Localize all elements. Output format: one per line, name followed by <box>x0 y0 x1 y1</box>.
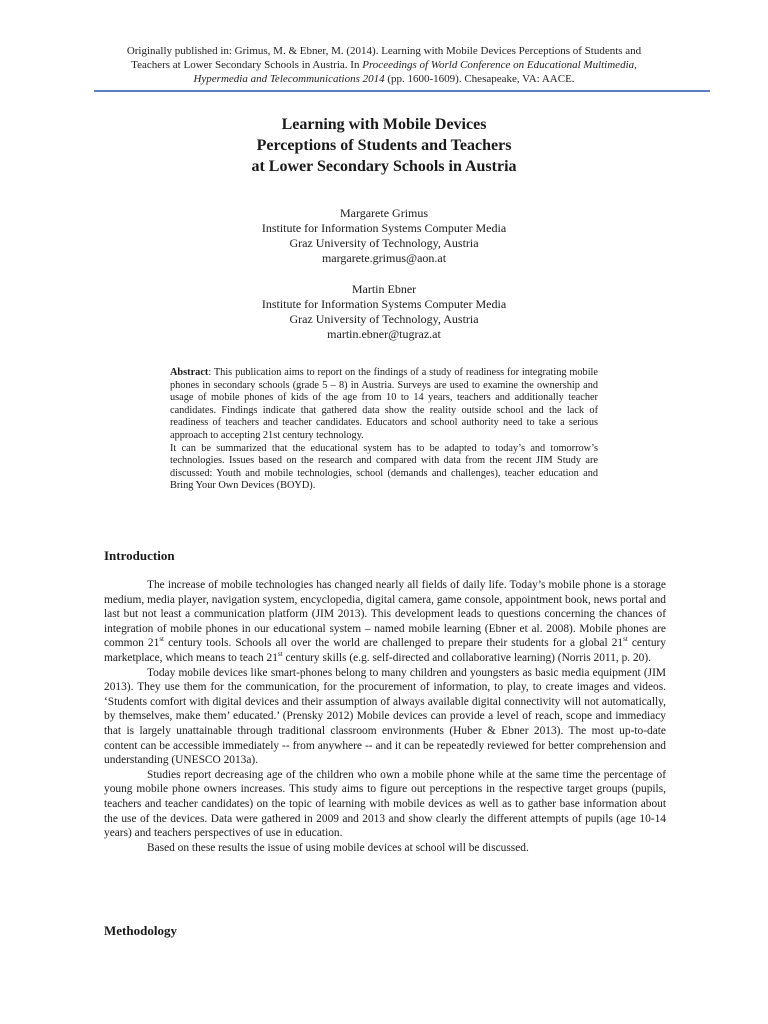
author-name: Martin Ebner <box>351 282 417 296</box>
section-heading-introduction: Introduction <box>104 548 175 563</box>
author-institute: Institute for Information Systems Computer Media <box>261 297 507 311</box>
section-heading-methodology: Methodology <box>104 923 177 938</box>
citation-proceedings: Proceedings of World Conference on Educational Multimedia, <box>362 59 637 71</box>
author-email[interactable]: margarete.grimus@aon.at <box>321 251 447 265</box>
body-paragraph-3: Studies report decreasing age of the children who own a mobile phone while at the same time the percentage of young mobile phone owners increases. This study aims to figure out perceptions in the respective target groups (pupils, teachers and teacher candidates) on the topic of learning with mobile devices as well as to gather base information about the use of the devices. Data were gathered in 2009 and 2013 and show clearly the different attempts of pupils (age 10-14 years) and teachers perspectives of use in education. <box>104 768 666 840</box>
p1-text-c: century marketplace, which means to teach 21 <box>104 637 667 664</box>
p1-text-d: century skills (e.g. self-directed and collaborative learning) (Norris 2011, p. 20). <box>282 651 652 664</box>
citation-pages: (pp. 1600-1609). Chesapeake, VA: AACE. <box>384 73 575 85</box>
superscript-st: st <box>277 650 283 659</box>
citation-line-1: Originally published in: Grimus, M. & Ebner, M. (2014). Learning with Mobile Devices Perceptions of Students and <box>126 45 642 57</box>
abstract-para-1 <box>170 367 598 443</box>
header-rule <box>94 90 710 92</box>
citation-proceedings-cont: Hypermedia and Telecommunications 2014 <box>193 73 385 85</box>
body-paragraph-1 <box>104 578 666 666</box>
citation-line-2 <box>96 58 672 72</box>
citation-text: Teachers at Lower Secondary Schools in Austria. In <box>131 59 363 71</box>
abstract-label: Abstract <box>170 367 209 378</box>
abstract-text-1: : This publication aims to report on the findings of a study of readiness for integrating mobile phones in secondary schools (grade 5 – 8) in Austria. Surveys are used to examine the ownership and usage of mobile phones of kids of the age from 10 to 14 years, teachers and additionally teacher candidates. Findings indicate that gathered data show the reality outside school and the lack of readiness of teachers and teacher candidates. Educators and school authority need to take a serious approach to accepting 21st century technology. <box>170 367 598 441</box>
citation-header <box>96 44 672 86</box>
introduction-body <box>104 578 666 855</box>
citation-line-3 <box>96 72 672 86</box>
author-block-2 <box>96 282 672 342</box>
superscript-st: st <box>159 635 164 644</box>
paper-title <box>96 114 672 177</box>
p1-text-a: The increase of mobile technologies has changed nearly all fields of daily life. Today’s mobile phone is a storage medium, media player, navigation system, encyclopedia, digital camera, game console, appointment book, news portal and last but not least a communication platform (JIM 2013). This development leads to questions concerning the chances of integration of mobile phones in our educational system – named mobile learning (Ebner et al. 2008). Mobile phones are common 21 <box>104 579 666 650</box>
title-line-2: Perceptions of Students and Teachers <box>256 137 512 154</box>
body-paragraph-2: Today mobile devices like smart-phones belong to many children and youngsters as basic media equipment (JIM 2013). They use them for the communication, for the procurement of information, to play, to create images and videos. ‘Students comfort with digital devices and their assumption of always available digital connectivity will not automatically, by themselves, make them’ educated.’ (Prensky 2012) Mobile devices can provide a level of reach, scope and immediacy that is largely unattainable through traditional classroom environments (Huber & Ebner 2013). The most up-to-date content can be accessible immediately -- from anywhere -- and it can be repeatedly reviewed for better comprehension and understanding (UNESCO 2013a). <box>104 666 666 767</box>
title-line-1: Learning with Mobile Devices <box>281 116 487 133</box>
abstract-para-2: It can be summarized that the educational system has to be adapted to today’s and tomorrow’s technologies. Issues based on the research and compared with data from the recent JIM Study are discussed: Youth and mobile technologies, school (demands and challenges), teacher education and Bring Your Own Devices (BOYD). <box>170 442 598 492</box>
author-block-1 <box>96 206 672 266</box>
author-name: Margarete Grimus <box>339 206 429 220</box>
p1-text-b: century tools. Schools all over the world are challenged to prepare their students for a global 21 <box>164 637 624 650</box>
body-paragraph-4: Based on these results the issue of using mobile devices at school will be discussed. <box>147 841 529 854</box>
title-line-3: at Lower Secondary Schools in Austria <box>251 158 517 175</box>
abstract <box>170 367 598 493</box>
author-institute: Institute for Information Systems Computer Media <box>261 221 507 235</box>
author-university: Graz University of Technology, Austria <box>289 312 479 326</box>
author-university: Graz University of Technology, Austria <box>289 236 479 250</box>
author-email[interactable]: martin.ebner@tugraz.at <box>327 327 441 341</box>
superscript-st: st <box>623 635 628 644</box>
